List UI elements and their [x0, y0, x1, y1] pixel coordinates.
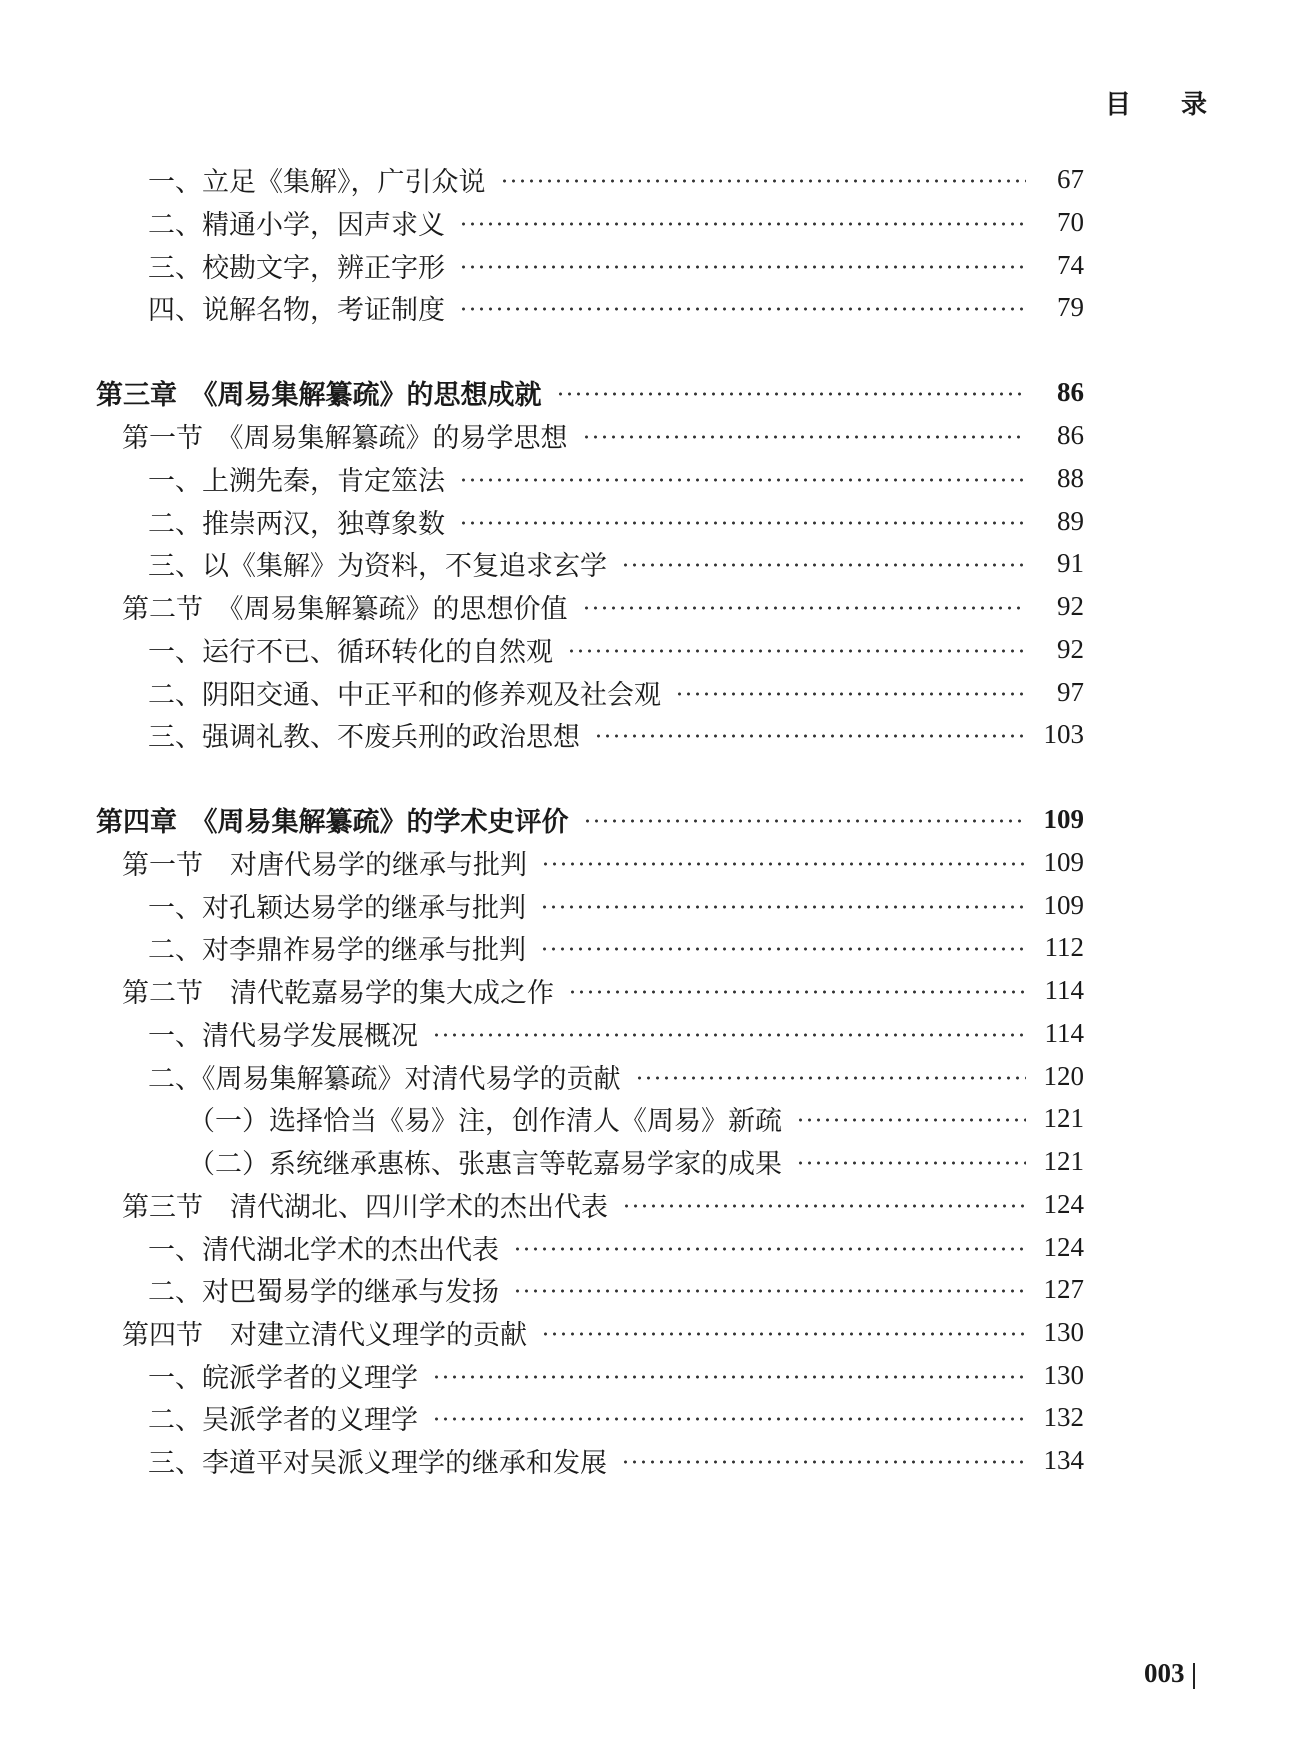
toc-subsection-entry [0, 200, 1084, 244]
toc-entry-title: 二、对巴蜀易学的继承与发扬 [148, 1276, 499, 1308]
toc-subsection-entry [0, 499, 1084, 543]
toc-entry-title: 二、对李鼎祚易学的继承与批判 [148, 934, 526, 966]
toc-chapter-entry [0, 797, 1084, 841]
dot-leader [513, 1289, 1026, 1293]
toc-entry-page: 70 [1057, 206, 1084, 237]
toc-entry-page: 103 [1043, 718, 1084, 749]
toc-subsection-entry [0, 1353, 1084, 1397]
toc-entry-page: 121 [1043, 1102, 1084, 1133]
toc-subsection-entry [0, 1395, 1084, 1439]
toc-entry-title: 第一节 《周易集解纂疏》的易学思想 [122, 422, 568, 454]
toc-entry-page: 86 [1057, 376, 1084, 407]
toc-entry-title: 第一节 对唐代易学的继承与批判 [122, 849, 527, 881]
toc-subsection-entry [0, 456, 1084, 500]
dot-leader [459, 521, 1026, 525]
toc-entry-page: 92 [1057, 633, 1084, 664]
toc-entry-title: 二、阴阳交通、中正平和的修养观及社会观 [148, 679, 661, 711]
toc-subsection-entry [0, 243, 1084, 287]
toc-section-entry [0, 968, 1084, 1012]
toc-entry-title: 三、以《集解》为资料，不复追求玄学 [148, 550, 607, 582]
dot-leader [432, 1417, 1026, 1421]
toc-entry-title: 第三章 《周易集解纂疏》的思想成就 [96, 379, 542, 411]
toc-subsection-entry [0, 670, 1084, 714]
header-char-mu: 目 [1105, 90, 1132, 120]
toc-entry-page: 120 [1043, 1060, 1084, 1091]
toc-subsection-entry [0, 1054, 1084, 1098]
toc-entry-page: 127 [1043, 1273, 1084, 1304]
toc-entry-page: 132 [1043, 1401, 1084, 1432]
toc-entry-title: 第二节 清代乾嘉易学的集大成之作 [122, 977, 554, 1009]
toc-entry-page: 114 [1044, 974, 1084, 1005]
toc-subsection-entry [0, 1225, 1084, 1269]
toc-entry-page: 130 [1043, 1316, 1084, 1347]
dot-leader [459, 478, 1026, 482]
dot-leader [675, 692, 1026, 696]
running-header [1105, 84, 1207, 121]
dot-leader [540, 905, 1026, 909]
footer-rule [1193, 1663, 1195, 1689]
toc-subsection-entry [0, 627, 1084, 671]
toc-subsection-entry [0, 1011, 1084, 1055]
dot-leader [622, 1204, 1026, 1208]
dot-leader [541, 1332, 1026, 1336]
header-char-lu: 录 [1181, 90, 1208, 120]
toc-subsection-entry [0, 1096, 1084, 1140]
page-number-footer [1144, 1658, 1195, 1689]
dot-leader [541, 862, 1026, 866]
toc-entry-page: 121 [1043, 1145, 1084, 1176]
toc-entry-title: 第四节 对建立清代义理学的贡献 [122, 1319, 527, 1351]
toc-entry-page: 124 [1043, 1231, 1084, 1262]
page-number: 003 [1144, 1658, 1185, 1688]
toc-section-entry [0, 840, 1084, 884]
toc-entry-title: 三、强调礼教、不废兵刑的政治思想 [148, 721, 580, 753]
toc-entry-title: 四、说解名物，考证制度 [148, 294, 445, 326]
toc-entry-title: 二、精通小学，因声求义 [148, 209, 445, 241]
toc-entry-page: 130 [1043, 1359, 1084, 1390]
toc-entry-page: 92 [1057, 590, 1084, 621]
toc-entry-title: 一、皖派学者的义理学 [148, 1362, 418, 1394]
dot-leader [796, 1161, 1026, 1165]
toc-entry-title: 第三节 清代湖北、四川学术的杰出代表 [122, 1191, 608, 1223]
toc-entry-page: 91 [1057, 547, 1084, 578]
dot-leader [459, 307, 1026, 311]
dot-leader [432, 1033, 1026, 1037]
dot-leader [432, 1375, 1026, 1379]
toc-entry-title: 三、李道平对吴派义理学的继承和发展 [148, 1447, 607, 1479]
toc-subsection-entry [0, 925, 1084, 969]
toc-subsection-entry [0, 1267, 1084, 1311]
toc-entry-title: 一、清代易学发展概况 [148, 1020, 418, 1052]
toc-subsection-entry [0, 712, 1084, 756]
toc-entry-page: 109 [1043, 803, 1084, 834]
toc-entry-page: 114 [1044, 1017, 1084, 1048]
toc-subsection-entry [0, 883, 1084, 927]
toc-section-entry [0, 1310, 1084, 1354]
toc-entry-page: 79 [1057, 291, 1084, 322]
toc-entry-page: 74 [1057, 249, 1084, 280]
dot-leader [500, 179, 1027, 183]
toc-entry-title: 一、立足《集解》，广引众说 [148, 166, 486, 198]
toc-entry-title: 二、推崇两汉，独尊象数 [148, 508, 445, 540]
dot-leader [556, 392, 1027, 396]
toc-entry-page: 89 [1057, 505, 1084, 536]
dot-leader [635, 1076, 1027, 1080]
toc-entry-title: 第二节 《周易集解纂疏》的思想价值 [122, 593, 568, 625]
toc-entry-title: 三、校勘文字，辨正字形 [148, 252, 445, 284]
toc-entry-page: 88 [1057, 462, 1084, 493]
toc-entry-page: 67 [1057, 163, 1084, 194]
toc-entry-title: 一、对孔颖达易学的继承与批判 [148, 892, 526, 924]
toc-entry-title: 第四章 《周易集解纂疏》的学术史评价 [96, 806, 569, 838]
toc-entry-title: （二）系统继承惠栋、张惠言等乾嘉易学家的成果 [188, 1148, 782, 1180]
dot-leader [568, 990, 1026, 994]
toc-section-entry [0, 584, 1084, 628]
toc-subsection-entry [0, 541, 1084, 585]
toc-entry-title: 一、上溯先秦，肯定筮法 [148, 465, 445, 497]
toc-entry-page: 112 [1044, 931, 1084, 962]
toc-section-entry [0, 413, 1084, 457]
toc-entry-title: 二、《周易集解纂疏》对清代易学的贡献 [148, 1063, 621, 1095]
toc-entry-page: 134 [1043, 1444, 1084, 1475]
toc-entry-page: 86 [1057, 419, 1084, 450]
toc-chapter-entry [0, 370, 1084, 414]
toc-subsection-entry [0, 285, 1084, 329]
dot-leader [513, 1247, 1026, 1251]
dot-leader [459, 222, 1026, 226]
dot-leader [582, 435, 1027, 439]
toc-entry-title: 一、运行不已、循环转化的自然观 [148, 636, 553, 668]
dot-leader [582, 606, 1027, 610]
toc-entry-title: 一、清代湖北学术的杰出代表 [148, 1234, 499, 1266]
dot-leader [459, 265, 1026, 269]
dot-leader [540, 947, 1026, 951]
toc-subsection-entry [0, 1438, 1084, 1482]
toc-subsection-entry [0, 1139, 1084, 1183]
dot-leader [594, 734, 1026, 738]
toc-entry-title: （一）选择恰当《易》注，创作清人《周易》新疏 [188, 1105, 782, 1137]
toc-entry-title: 二、吴派学者的义理学 [148, 1404, 418, 1436]
dot-leader [583, 819, 1027, 823]
dot-leader [567, 649, 1026, 653]
dot-leader [796, 1118, 1026, 1122]
dot-leader [621, 563, 1026, 567]
toc-section-entry [0, 1182, 1084, 1226]
toc-entry-page: 124 [1043, 1188, 1084, 1219]
dot-leader [621, 1460, 1026, 1464]
toc-entry-page: 109 [1043, 889, 1084, 920]
toc-entry-page: 109 [1043, 846, 1084, 877]
toc-subsection-entry [0, 157, 1084, 201]
toc-entry-page: 97 [1057, 676, 1084, 707]
